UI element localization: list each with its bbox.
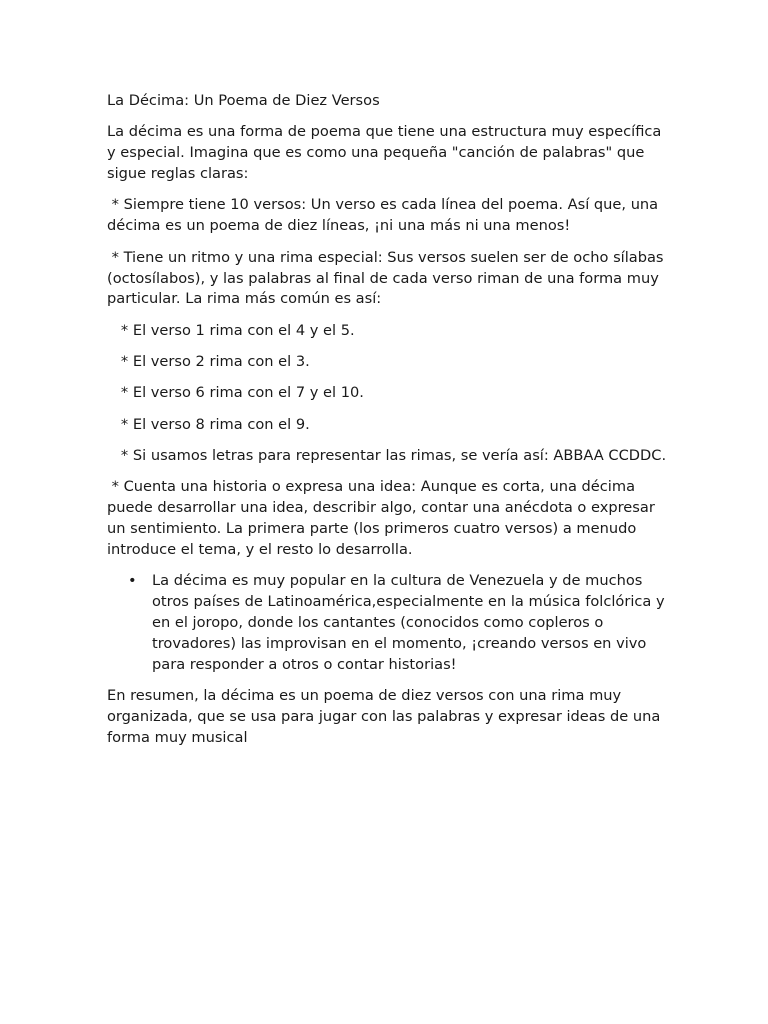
point-rhythm-rhyme: * Tiene un ritmo y una rima especial: Sus versos suelen ser de ocho sílabas (octosílabos), y las palabras al final de cada verso riman de una forma muy particular. La rima más común es así: [107, 248, 669, 308]
document-title: La Décima: Un Poema de Diez Versos [107, 92, 380, 109]
bullet-dot-icon: • [128, 572, 137, 590]
rhyme-scheme-letters: * Si usamos letras para representar las rimas, se vería así: ABBAA CCDDC. [107, 446, 667, 464]
summary-paragraph: En resumen, la décima es un poema de diez versos con una rima muy organizada, que se usa para jugar con las palabras y expresar ideas de una forma muy musical [107, 687, 665, 746]
point-ten-verses: * Siempre tiene 10 versos: Un verso es cada línea del poema. Así que, una décima es un poema de diez líneas, ¡ni una más ni una menos! [107, 196, 663, 235]
document-page [107, 91, 667, 759]
rhyme-rule-3: * El verso 6 rima con el 7 y el 10. [107, 384, 364, 402]
bullet-text: La décima es muy popular en la cultura de Venezuela y de muchos otros países de Latinoamérica,especialmente en la música folclórica y en el joropo, donde los cantantes (conocidos como copleros o trovadores) las improvisan en el momento, ¡creando versos en vivo para responder a otros o contar historias! [152, 572, 665, 673]
rhyme-rule-4: * El verso 8 rima con el 9. [107, 415, 310, 433]
bullet-list [107, 571, 667, 676]
intro-paragraph: La décima es una forma de poema que tiene una estructura muy específica y especial. Imagina que es como una pequeña "canción de palabras" que sigue reglas claras: [107, 123, 666, 183]
rhyme-rule-1: * El verso 1 rima con el 4 y el 5. [107, 321, 355, 339]
point-story-idea: * Cuenta una historia o expresa una idea: Aunque es corta, una décima puede desarrollar una idea, describir algo, contar una anécdota o expresar un sentimiento. La primera parte (los primeros cuatro versos) a menudo introduce el tema, y el resto lo desarrolla. [107, 478, 660, 558]
rhyme-rule-2: * El verso 2 rima con el 3. [107, 353, 310, 371]
list-item [107, 571, 667, 676]
